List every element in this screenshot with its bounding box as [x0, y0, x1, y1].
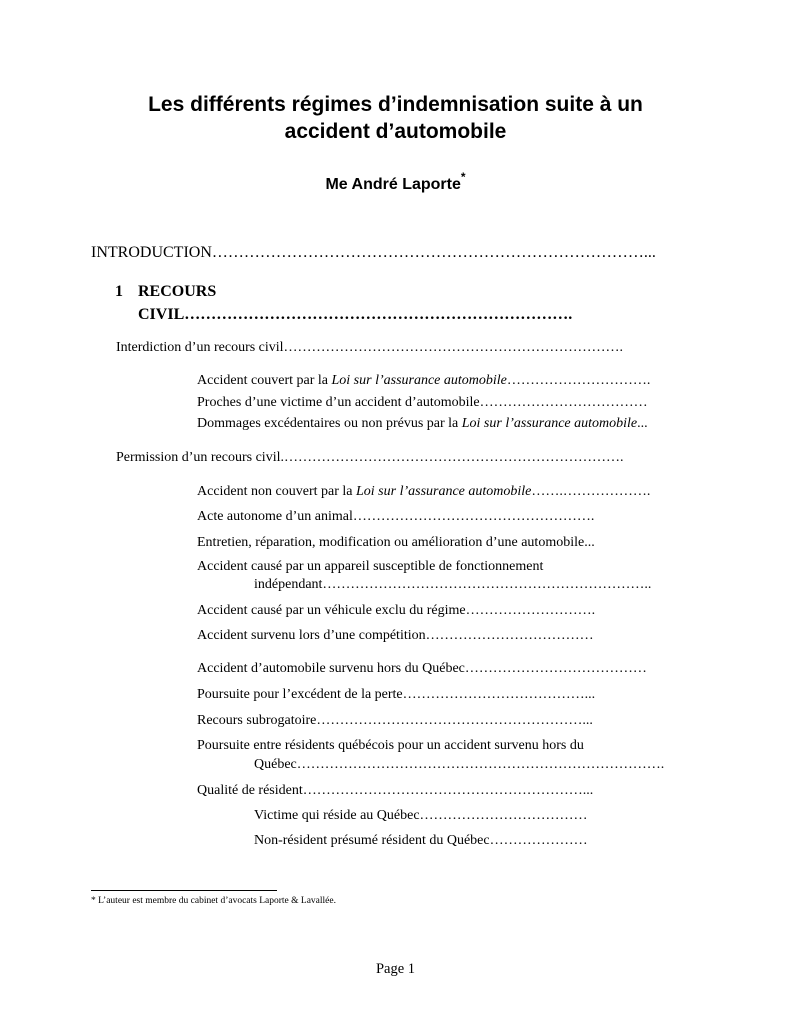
footnote-separator: [91, 890, 277, 891]
toc-entry: [197, 416, 648, 432]
toc-entry-statute: Loi sur l’assurance automobile: [331, 373, 507, 388]
toc-entry: Accident d’automobile survenu hors du Québec…………………………………: [197, 661, 647, 676]
toc-entry: Acte autonome d’un animal…………………………………………….: [197, 509, 595, 524]
toc-entry: [197, 484, 650, 500]
toc-section-1-number: 1: [115, 283, 123, 300]
toc-subentry: Non-résident présumé résident du Québec…………………: [254, 833, 588, 848]
page-number: Page 1: [375, 961, 416, 977]
toc-entry-text: Proches d’une victime d’un accident d’automobile………………………………: [197, 395, 648, 410]
toc-entry: [197, 373, 650, 389]
toc-interdiction: Interdiction d’un recours civil……………………………………………………………….: [116, 340, 624, 355]
author-footnote-marker: *: [460, 170, 466, 184]
toc-entry-text: Accident non couvert par la: [197, 484, 356, 499]
toc-section-1-label: RECOURS: [138, 283, 217, 300]
toc-entry-leader: …….……………….: [531, 484, 651, 499]
toc-subentry: Victime qui réside au Québec………………………………: [254, 808, 588, 823]
toc-entry-cont: Québec…………………………………………………………………….: [254, 757, 665, 772]
footnote: * L’auteur est membre du cabinet d’avocats Laporte & Lavallée.: [91, 896, 336, 906]
toc-entry: Entretien, réparation, modification ou amélioration d’une automobile...: [197, 535, 595, 550]
toc-entry: Accident causé par un appareil susceptible de fonctionnement: [197, 559, 544, 574]
toc-entry: Qualité de résident……………………………………………………...: [197, 783, 594, 798]
author-line: [0, 170, 791, 194]
author-name: Me André Laporte: [325, 176, 461, 193]
toc-entry: Poursuite pour l’excédent de la perte…………………………………...: [197, 687, 596, 702]
toc-introduction: INTRODUCTION………………………………………………………………………...: [91, 244, 656, 261]
toc-entry: Poursuite entre résidents québécois pour un accident survenu hors du: [197, 738, 584, 753]
toc-entry: [197, 395, 648, 411]
toc-entry-leader: ………………………….: [506, 373, 651, 388]
toc-entry-text: Accident couvert par la: [197, 373, 332, 388]
toc-permission: Permission d’un recours civil.……………………………………………………………….: [116, 450, 624, 465]
toc-entry-statute: Loi sur l’assurance automobile: [461, 416, 638, 431]
toc-section-1-label-cont: CIVIL……………………………………………………………….: [138, 306, 573, 323]
toc-entry-leader: ...: [637, 416, 648, 431]
document-title-line-2: accident d’automobile: [284, 120, 507, 143]
toc-entry: Accident survenu lors d’une compétition………………………………: [197, 628, 594, 643]
toc-entry: Recours subrogatoire…………………………………………………...: [197, 713, 593, 728]
toc-entry-text: Dommages excédentaires ou non prévus par la: [197, 416, 462, 431]
document-title-line-1: Les différents régimes d’indemnisation suite à un: [148, 93, 643, 116]
toc-entry-statute: Loi sur l’assurance automobile: [356, 484, 532, 499]
toc-entry-cont: indépendant……………………………………………………………..: [254, 577, 652, 592]
toc-entry: Accident causé par un véhicule exclu du régime……………………….: [197, 603, 596, 618]
